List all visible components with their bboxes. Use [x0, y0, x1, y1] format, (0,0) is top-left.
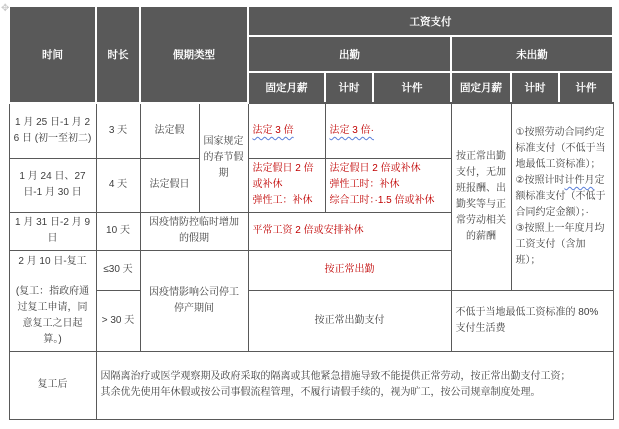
cell-r1-duration: 3 天 [96, 103, 140, 158]
abs-hp-item3: ③按照上一年度月均工资支付（含加班）； [515, 222, 605, 266]
r2-att-fixed-line2: 弹性工：补休 [252, 195, 313, 206]
header-duration: 时长 [96, 6, 140, 103]
cell-r6-text [96, 351, 613, 419]
cell-r2-type: 法定假日 [140, 158, 199, 212]
header-att-hourly: 计时 [325, 72, 373, 103]
cell-r4r5-type: 因疫情影响公司停工停产期间 [140, 250, 248, 351]
cell-abs-hourly-piece-merged [511, 103, 613, 290]
r2-att-fixed-line1: 法定假日 2 倍或补休 [252, 163, 314, 190]
wage-payment-table [8, 5, 614, 420]
table-row-1 [9, 103, 613, 158]
cell-abs-fixed-merged: 按正常出勤支付，无加班报酬、出勤奖等与正常劳动相关的薪酬 [451, 103, 511, 290]
abs-hp-item1: ①按照劳动合同约定标准支付（不低于当地最低工资标准）； [515, 126, 606, 170]
cell-r6-label: 复工后 [9, 351, 96, 419]
cell-r5-duration: > 30 天 [96, 290, 140, 351]
r2-att-hp-line1: 法定假日 2 倍或补休 [329, 163, 421, 174]
cell-r2-duration: 4 天 [96, 158, 140, 212]
header-att-piece: 计件 [373, 72, 451, 103]
cell-r4-duration: ≤30 天 [96, 250, 140, 290]
header-row-1 [9, 6, 613, 36]
r6-text-line1: 因隔离治疗或医学观察期及政府采取的隔离或其他紧急措施导致不能提供正常劳动，按正常出勤支付工资； [100, 371, 571, 382]
table-row-6 [9, 351, 613, 419]
cell-r2-time: 1 月 24 日、27 日-1 月 30 日 [9, 158, 96, 212]
r45-time-line1: 2 月 10 日-复工 [18, 255, 87, 267]
header-abs-fixed-monthly: 固定月薪 [451, 72, 511, 103]
header-abs-hourly: 计时 [511, 72, 559, 103]
cell-r1-type: 法定假 [140, 103, 199, 158]
header-attendance: 出勤 [248, 36, 451, 72]
cell-r1r2-type-note: 国家规定的春节假期 [199, 103, 248, 212]
r1-att-fixed-text: 法定 3 倍 [252, 124, 294, 136]
r2-att-hp-line3: 综合工时：·1.5 倍或补休 [329, 195, 435, 206]
header-holiday-type: 假期类型 [140, 6, 248, 103]
cell-r3-type: 因疫情防控临时增加的假期 [140, 212, 248, 250]
cell-r2-att-hourly-piece [325, 158, 451, 212]
abs-hp-item2 [516, 173, 609, 221]
r1-att-hp-text: 法定 3 倍· [329, 124, 374, 136]
abs-hp-item2-squiggle: 计件月 [564, 174, 595, 186]
cell-r3-duration: 10 天 [96, 212, 140, 250]
cell-r1-att-fixed [248, 103, 325, 158]
cell-r3-attendance: 平常工资 2 倍或安排补休 [248, 212, 451, 250]
cell-r2-att-fixed [248, 158, 325, 212]
r6-text-line2: 其余优先使用年休假或按公司事假流程管理，不履行请假手续的，视为旷工，按公司规章制度处理。 [100, 387, 541, 398]
cell-r1-att-hourly-piece [325, 103, 451, 158]
cell-r5-absence: 不低于当地最低工资标准的 80% 支付生活费 [451, 290, 613, 351]
cell-r1-time: 1 月 25 日-1 月 26 日 (初一至初二) [9, 103, 96, 158]
abs-hp-item2-post: 定额标准支付（不低于合同约定金额）；· [515, 174, 606, 218]
cell-r5-attendance: 按正常出勤支付 [248, 290, 451, 351]
table-move-handle-icon[interactable]: ✥ [1, 3, 10, 14]
r45-time-line2: (复工：指政府通过复工申请，同意复工之日起算。) [15, 285, 90, 345]
header-absence: 未出勤 [451, 36, 613, 72]
header-att-fixed-monthly: 固定月薪 [248, 72, 325, 103]
r2-att-hp-line2: 弹性工时：补休 [329, 179, 400, 190]
cell-r4r5-time [9, 250, 96, 351]
header-wage-payment: 工资支付 [248, 6, 613, 36]
header-abs-piece: 计件 [559, 72, 613, 103]
abs-hp-item2-pre: ②按照计时 [515, 174, 565, 186]
cell-r3-time: 1 月 31 日-2 月 9 日 [9, 212, 96, 250]
table-row-5 [9, 290, 613, 351]
header-time: 时间 [9, 6, 96, 103]
cell-r4-attendance: 按正常出勤 [248, 250, 451, 290]
